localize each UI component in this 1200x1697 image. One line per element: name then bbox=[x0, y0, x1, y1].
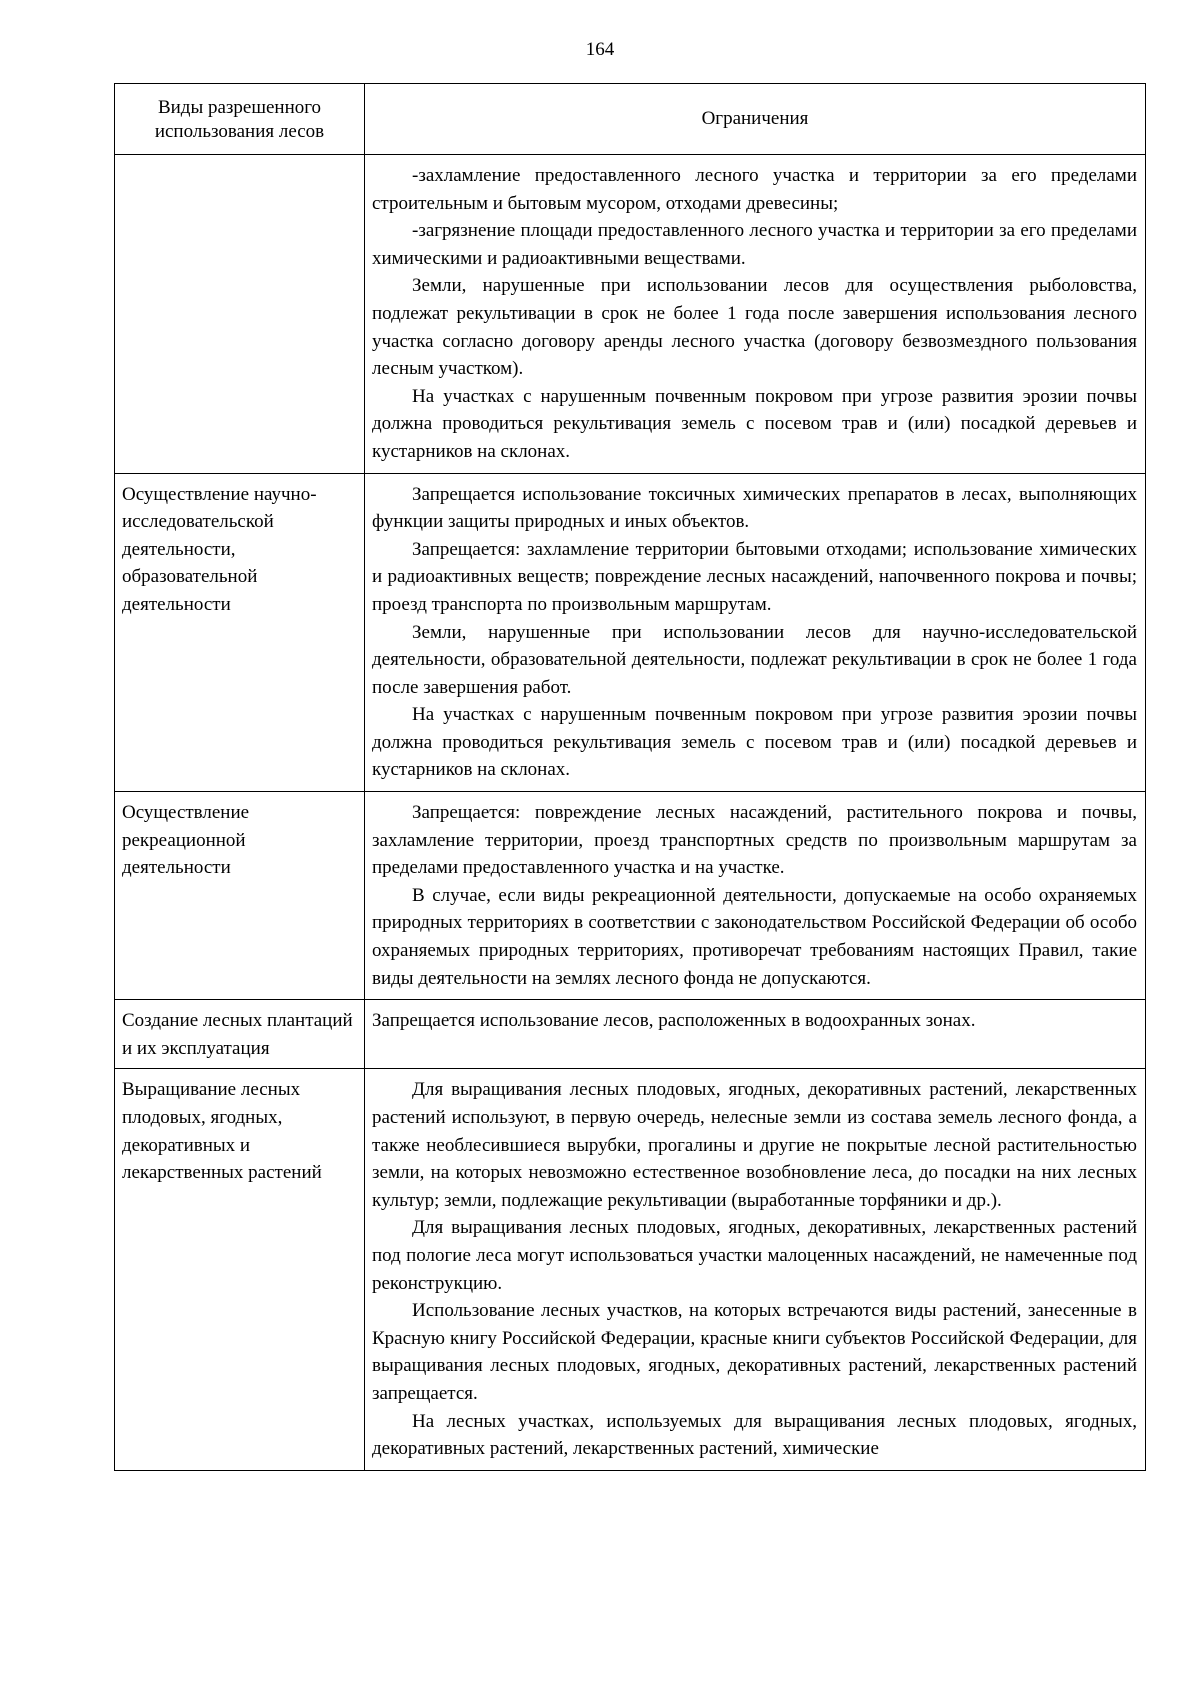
restriction-paragraph: Запрещается: захламление территории бытовыми отходами; использование химических и радиоактивных веществ; повреждение лесных насаждений, напочвенного покрова и почвы; проезд транспорта по произвольным маршрутам. bbox=[372, 538, 1137, 615]
restriction-paragraph: -захламление предоставленного лесного участка и территории за его пределами строительным и бытовым мусором, отходами древесины; bbox=[372, 165, 1137, 214]
restriction-paragraph: Для выращивания лесных плодовых, ягодных, декоративных, лекарственных растений под пологие леса могут использоваться участки малоценных насаждений, не намеченные под реконструкцию. bbox=[372, 1217, 1137, 1294]
usage-type-cell: Осуществление научно-исследовательской деятельности, образовательной деятельности bbox=[115, 473, 365, 792]
header-usage-types: Виды разрешенного использования лесов bbox=[115, 84, 365, 155]
restriction-paragraph: В случае, если виды рекреационной деятельности, допускаемые на особо охраняемых природных территориях в соответствии с законодательством Российской Федерации об особо охраняемых природных территориях, противоречат требованиям настоящих Правил, такие виды деятельности на землях лесного фонда не допускаются. bbox=[372, 884, 1137, 989]
restriction-paragraph: Запрещается использование лесов, расположенных в водоохранных зонах. bbox=[372, 1010, 976, 1032]
table-row bbox=[115, 473, 1146, 792]
restriction-paragraph: Земли, нарушенные при использовании лесов для осуществления рыболовства, подлежат рекультивации в срок не более 1 года после завершения использования лесного участка согласно договору аренды лесного участка (договору безвозмездного пользования лесным участком). bbox=[372, 275, 1137, 380]
table-row bbox=[115, 1000, 1146, 1069]
table-row bbox=[115, 1069, 1146, 1470]
restrictions-cell bbox=[365, 792, 1146, 1000]
restrictions-cell bbox=[365, 155, 1146, 474]
restrictions-table bbox=[114, 83, 1146, 1471]
restriction-paragraph: Запрещается использование токсичных химических препаратов в лесах, выполняющих функции защиты природных и иных объектов. bbox=[372, 483, 1137, 533]
restriction-paragraph: Земли, нарушенные при использовании лесов для научно-исследовательской деятельности, образовательной деятельности, подлежат рекультивации в срок не более 1 года после завершения работ. bbox=[372, 621, 1137, 698]
restriction-paragraph: -загрязнение площади предоставленного лесного участка и территории за его пределами химическими и радиоактивными веществами. bbox=[372, 220, 1137, 269]
restriction-paragraph: На участках с нарушенным почвенным покровом при угрозе развития эрозии почвы должна проводиться рекультивация земель с посевом трав и (или) посадкой деревьев и кустарников на склонах. bbox=[372, 704, 1137, 781]
restriction-paragraph: На лесных участках, используемых для выращивания лесных плодовых, ягодных, декоративных растений, лекарственных растений, химические bbox=[372, 1410, 1137, 1460]
table-row bbox=[115, 155, 1146, 474]
page-number: 164 bbox=[585, 39, 615, 60]
restriction-paragraph: На участках с нарушенным почвенным покровом при угрозе развития эрозии почвы должна проводиться рекультивация земель с посевом трав и (или) посадкой деревьев и кустарников на склонах. bbox=[372, 385, 1137, 462]
usage-type-cell: Осуществление рекреационной деятельности bbox=[115, 792, 365, 1000]
restriction-paragraph: Запрещается: повреждение лесных насаждений, растительного покрова и почвы, захламление территории, проезд транспортных средств по произвольным маршрутам за пределами предоставленного участка и на участке. bbox=[372, 802, 1137, 879]
usage-type-cell: Выращивание лесных плодовых, ягодных, декоративных и лекарственных растений bbox=[115, 1069, 365, 1470]
table-row bbox=[115, 792, 1146, 1000]
restrictions-cell bbox=[365, 1069, 1146, 1470]
table-header-row bbox=[115, 84, 1146, 155]
restrictions-cell bbox=[365, 473, 1146, 792]
header-restrictions: Ограничения bbox=[365, 84, 1146, 155]
restriction-paragraph: Для выращивания лесных плодовых, ягодных, декоративных растений, лекарственных растений используют, в первую очередь, нелесные земли из состава земель лесного фонда, а также необлесившиеся вырубки, прогалины и другие не покрытые лесной растительностью земли, на которых невозможно естественное возобновление леса, до посадки на них лесных культур; земли, подлежащие рекультивации (выработанные торфяники и др.). bbox=[372, 1079, 1137, 1211]
usage-type-cell: Создание лесных плантаций и их эксплуатация bbox=[115, 1000, 365, 1069]
restrictions-cell bbox=[365, 1000, 1146, 1069]
usage-type-cell bbox=[115, 155, 365, 474]
restriction-paragraph: Использование лесных участков, на которых встречаются виды растений, занесенные в Красную книгу Российской Федерации, красные книги субъектов Российской Федерации, для выращивания лесных плодовых, ягодных, декоративных растений, лекарственных растений запрещается. bbox=[372, 1300, 1137, 1404]
